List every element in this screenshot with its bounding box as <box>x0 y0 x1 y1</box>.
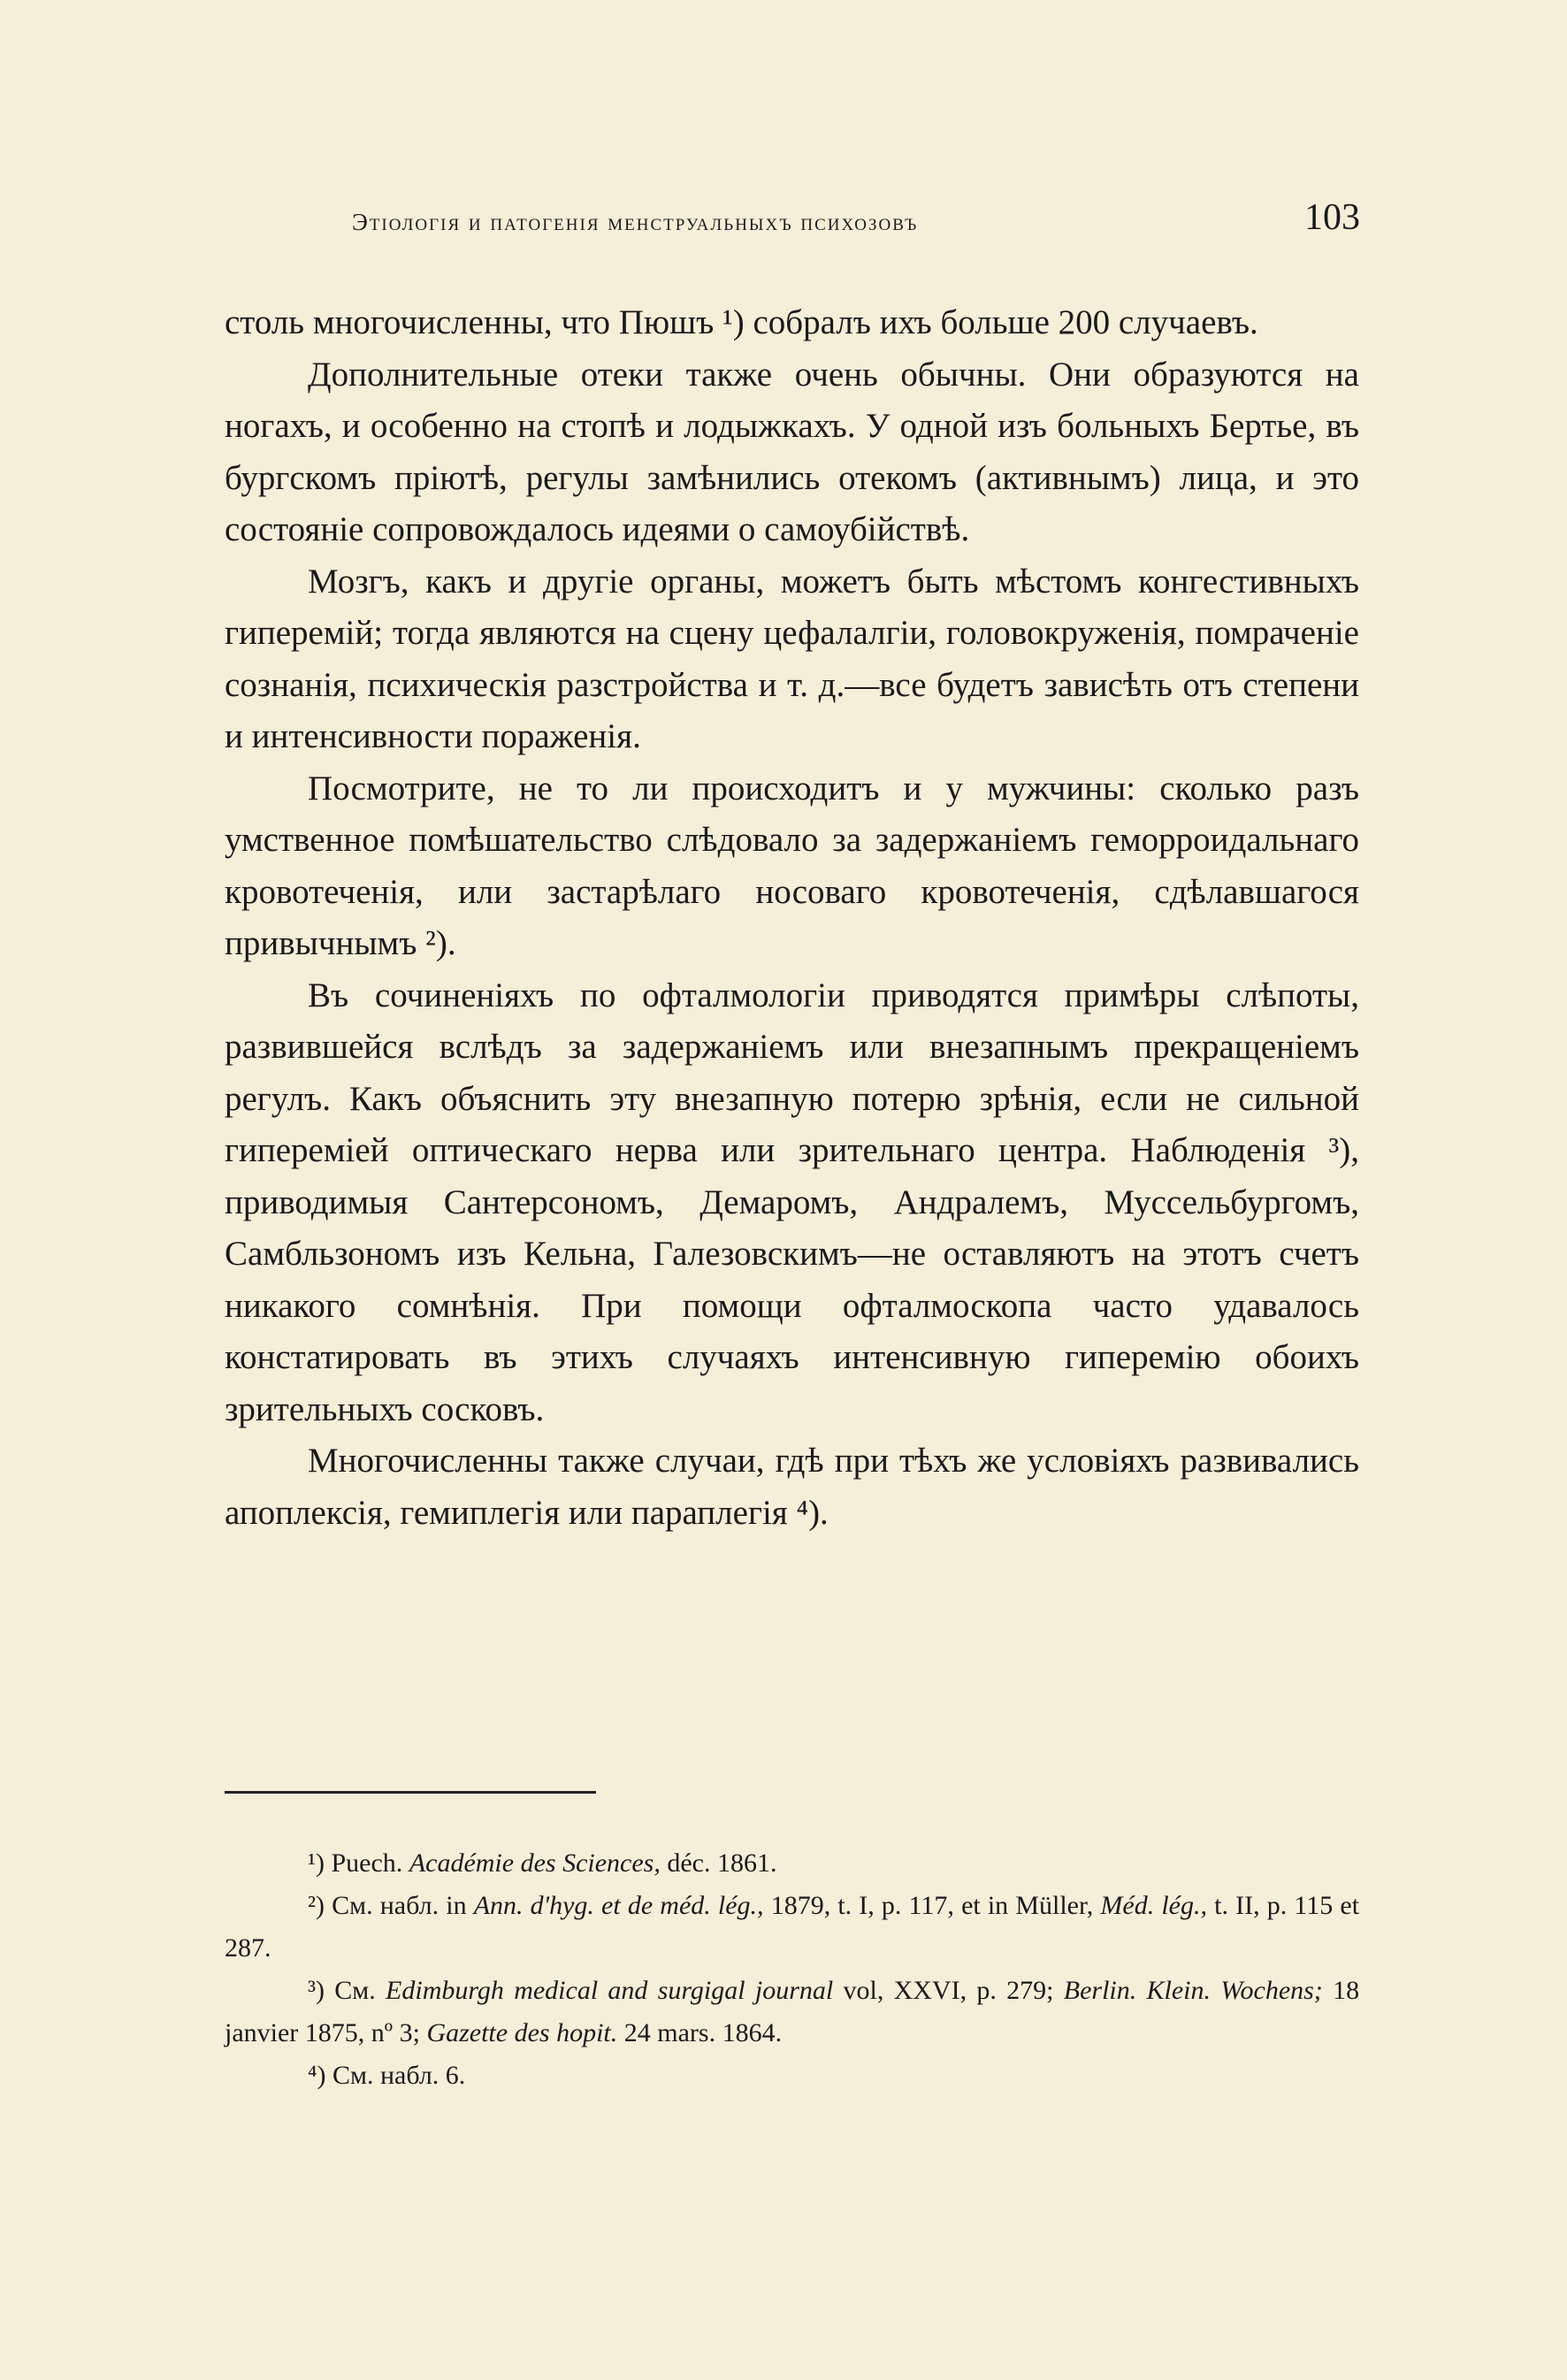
footnote-1 <box>225 1842 1359 1885</box>
footnote-journal: Berlin. Klein. Wochens; <box>1063 1976 1323 2005</box>
footnote-mark: ¹) <box>308 1848 325 1878</box>
footnote-text: См. набл. 6. <box>332 2061 466 2090</box>
footnote-author: Puech. <box>331 1848 403 1878</box>
paragraph-1: столь многочисленны, что Пюшъ ¹) собралъ ихъ больше 200 случаевъ. <box>225 303 1258 341</box>
paragraph-3: Мозгъ, какъ и другіе органы, можетъ быть мѣстомъ конгестивныхъ гиперемій; тогда являются на сцену цефалалгіи, головокруженія, помраченіе сознанія, психическія разстройства и т. д.—все будетъ зависѣть отъ степени и интенсивности пораженія. <box>225 562 1359 755</box>
footnote-journal: Edimburgh medical and surgigal journal <box>386 1976 834 2005</box>
running-head <box>352 196 1360 249</box>
paragraph-2: Дополнительные отеки также очень обычны. Они образуются на ногахъ, и особенно на стопѣ и лодыжкахъ. У одной изъ больныхъ Бертье, въ бургскомъ пріютѣ, регулы замѣнились отекомъ (активнымъ) лица, и это состояніе сопровождалось идеями о самоубійствѣ. <box>225 355 1359 548</box>
footnote-citation: vol, XXVI, p. 279; <box>843 1976 1054 2005</box>
footnote-citation: 1879, t. I, p. 117, et in Müller, <box>770 1891 1094 1920</box>
paragraph-6: Многочисленны также случаи, гдѣ при тѣхъ же условіяхъ развивались апоплексія, гемиплегія или параплегія ⁴). <box>225 1442 1359 1532</box>
paragraph-4: Посмотрите, не то ли происходитъ и у мужчины: сколько разъ умственное помѣшательство слѣдовало за задержаніемъ геморроидальнаго кровотеченія, или застарѣлаго носоваго кровотеченія, сдѣлавшагося привычнымъ ²). <box>225 769 1359 962</box>
footnote-journal: Gazette des hopit. <box>426 2018 618 2047</box>
footnote-3 <box>225 1970 1359 2055</box>
footnote-mark: ²) <box>308 1891 325 1920</box>
footnote-text: См. набл. in <box>332 1891 467 1920</box>
footnote-mark: ³) <box>308 1976 325 2005</box>
footnote-text: См. <box>334 1976 376 2005</box>
footnote-separator <box>225 1791 596 1794</box>
paragraph-5: Въ сочиненіяхъ по офталмологіи приводятся примѣры слѣпоты, развившейся вслѣдъ за задержаніемъ или внезапнымъ прекращеніемъ регулъ. Какъ объяснить эту внезапную потерю зрѣнія, если не сильной гипереміей оптическаго нерва или зрительнаго центра. Наблюденія ³), приводимыя Сантерсономъ, Демаромъ, Андралемъ, Муссельбургомъ, Самбльзономъ изъ Кельна, Галезовскимъ—не оставляютъ на этотъ счетъ никакого сомнѣнія. При помощи офталмоскопа часто удавалось констатировать въ этихъ случаяхъ интенсивную гиперемію обоихъ зрительныхъ сосковъ. <box>225 976 1359 1428</box>
page-number: 103 <box>1304 197 1360 238</box>
footnote-citation: 24 mars. 1864. <box>623 2018 783 2047</box>
footnote-citation: 18 janvier 1875, nº 3; <box>225 1976 1360 2047</box>
footnote-citation: t. II, p. 115 et 287. <box>225 1891 1360 1963</box>
footnote-2 <box>225 1885 1359 1970</box>
footnote-journal: Ann. d'hyg. et de méd. lég., <box>473 1891 764 1920</box>
footnote-citation: déc. 1861. <box>667 1848 777 1878</box>
footnote-journal: Méd. lég., <box>1100 1891 1207 1920</box>
footnote-mark: ⁴) <box>308 2061 326 2090</box>
running-title: Этіологія и патогенія менструальныхъ психозовъ <box>352 209 919 235</box>
footnote-journal: Académie des Sciences, <box>409 1848 661 1878</box>
main-text <box>225 297 1359 1539</box>
footnotes <box>225 1842 1359 2097</box>
footnote-4 <box>225 2055 1359 2097</box>
